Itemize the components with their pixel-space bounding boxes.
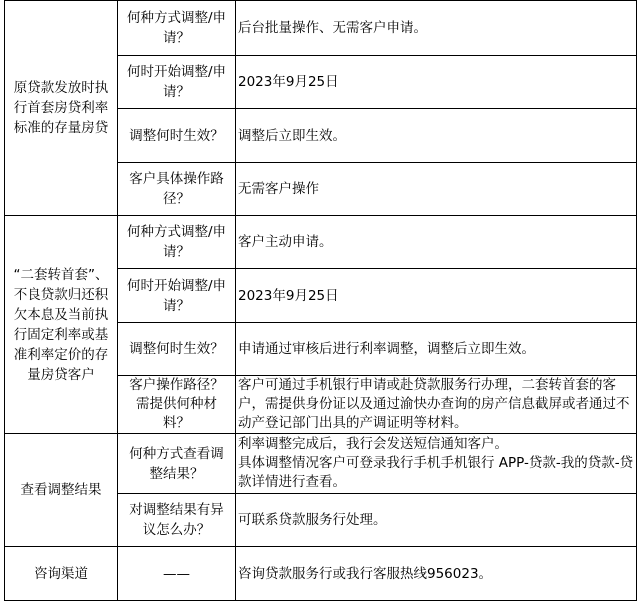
answer-cell: 2023年9月25日 [238, 74, 339, 90]
question-cell: 何时开始调整/申请？ [126, 64, 227, 100]
answer-cell: 客户可通过手机银行申请或赴贷款服务行办理，二套转首套的客户，需提供身份证以及通过渝快办查询的房产信息截屏或者通过不动产登记部门出具的产调证明等材料。 [238, 377, 630, 431]
answer-cell: 后台批量操作、无需客户申请。 [238, 20, 427, 36]
answer-cell [236, 434, 636, 493]
group-title: 原贷款发放时执行首套房贷利率标准的存量房贷 [13, 80, 109, 136]
question-cell: 客户操作路径？需提供何种材料？ [129, 377, 224, 431]
group-title: “二套转首套”、不良贷款归还积欠本息及当前执行固定利率或基准利率定价的存量房贷客户 [13, 266, 109, 383]
question-cell: 调整何时生效？ [129, 341, 224, 357]
answer-cell: 可联系贷款服务行处理。 [238, 512, 387, 528]
question-cell: 何种方式查看调整结果？ [129, 445, 224, 482]
question-cell: 客户具体操作路径？ [129, 171, 224, 207]
group-title: 查看调整结果 [20, 482, 102, 498]
answer-cell: 调整后立即生效。 [238, 127, 346, 144]
group-title: 咨询渠道 [34, 565, 88, 582]
question-cell: 何种方式调整/申请？ [126, 224, 227, 260]
question-cell: 调整何时生效？ [129, 127, 224, 144]
rule [636, 0, 637, 601]
answer-line: 利率调整完成后，我行会发送短信通知客户。 [238, 436, 508, 452]
question-cell: —— [163, 565, 190, 582]
question-cell: 何时开始调整/申请？ [126, 277, 227, 314]
rule [4, 600, 637, 601]
answer-cell: 无需客户操作 [238, 181, 319, 197]
question-cell: 对调整结果有异议怎么办？ [129, 502, 224, 538]
answer-cell: 2023年9月25日 [238, 287, 339, 304]
answer-cell: 申请通过审核后进行利率调整，调整后立即生效。 [238, 341, 535, 357]
question-cell: 何种方式调整/申请？ [126, 10, 227, 46]
answer-line: 具体调整情况客户可登录我行手机手机银行 APP-贷款-我的贷款-贷款详情进行查看。 [238, 455, 634, 490]
answer-cell: 客户主动申请。 [238, 234, 333, 250]
answer-cell: 咨询贷款服务行或我行客服热线956023。 [238, 565, 493, 582]
